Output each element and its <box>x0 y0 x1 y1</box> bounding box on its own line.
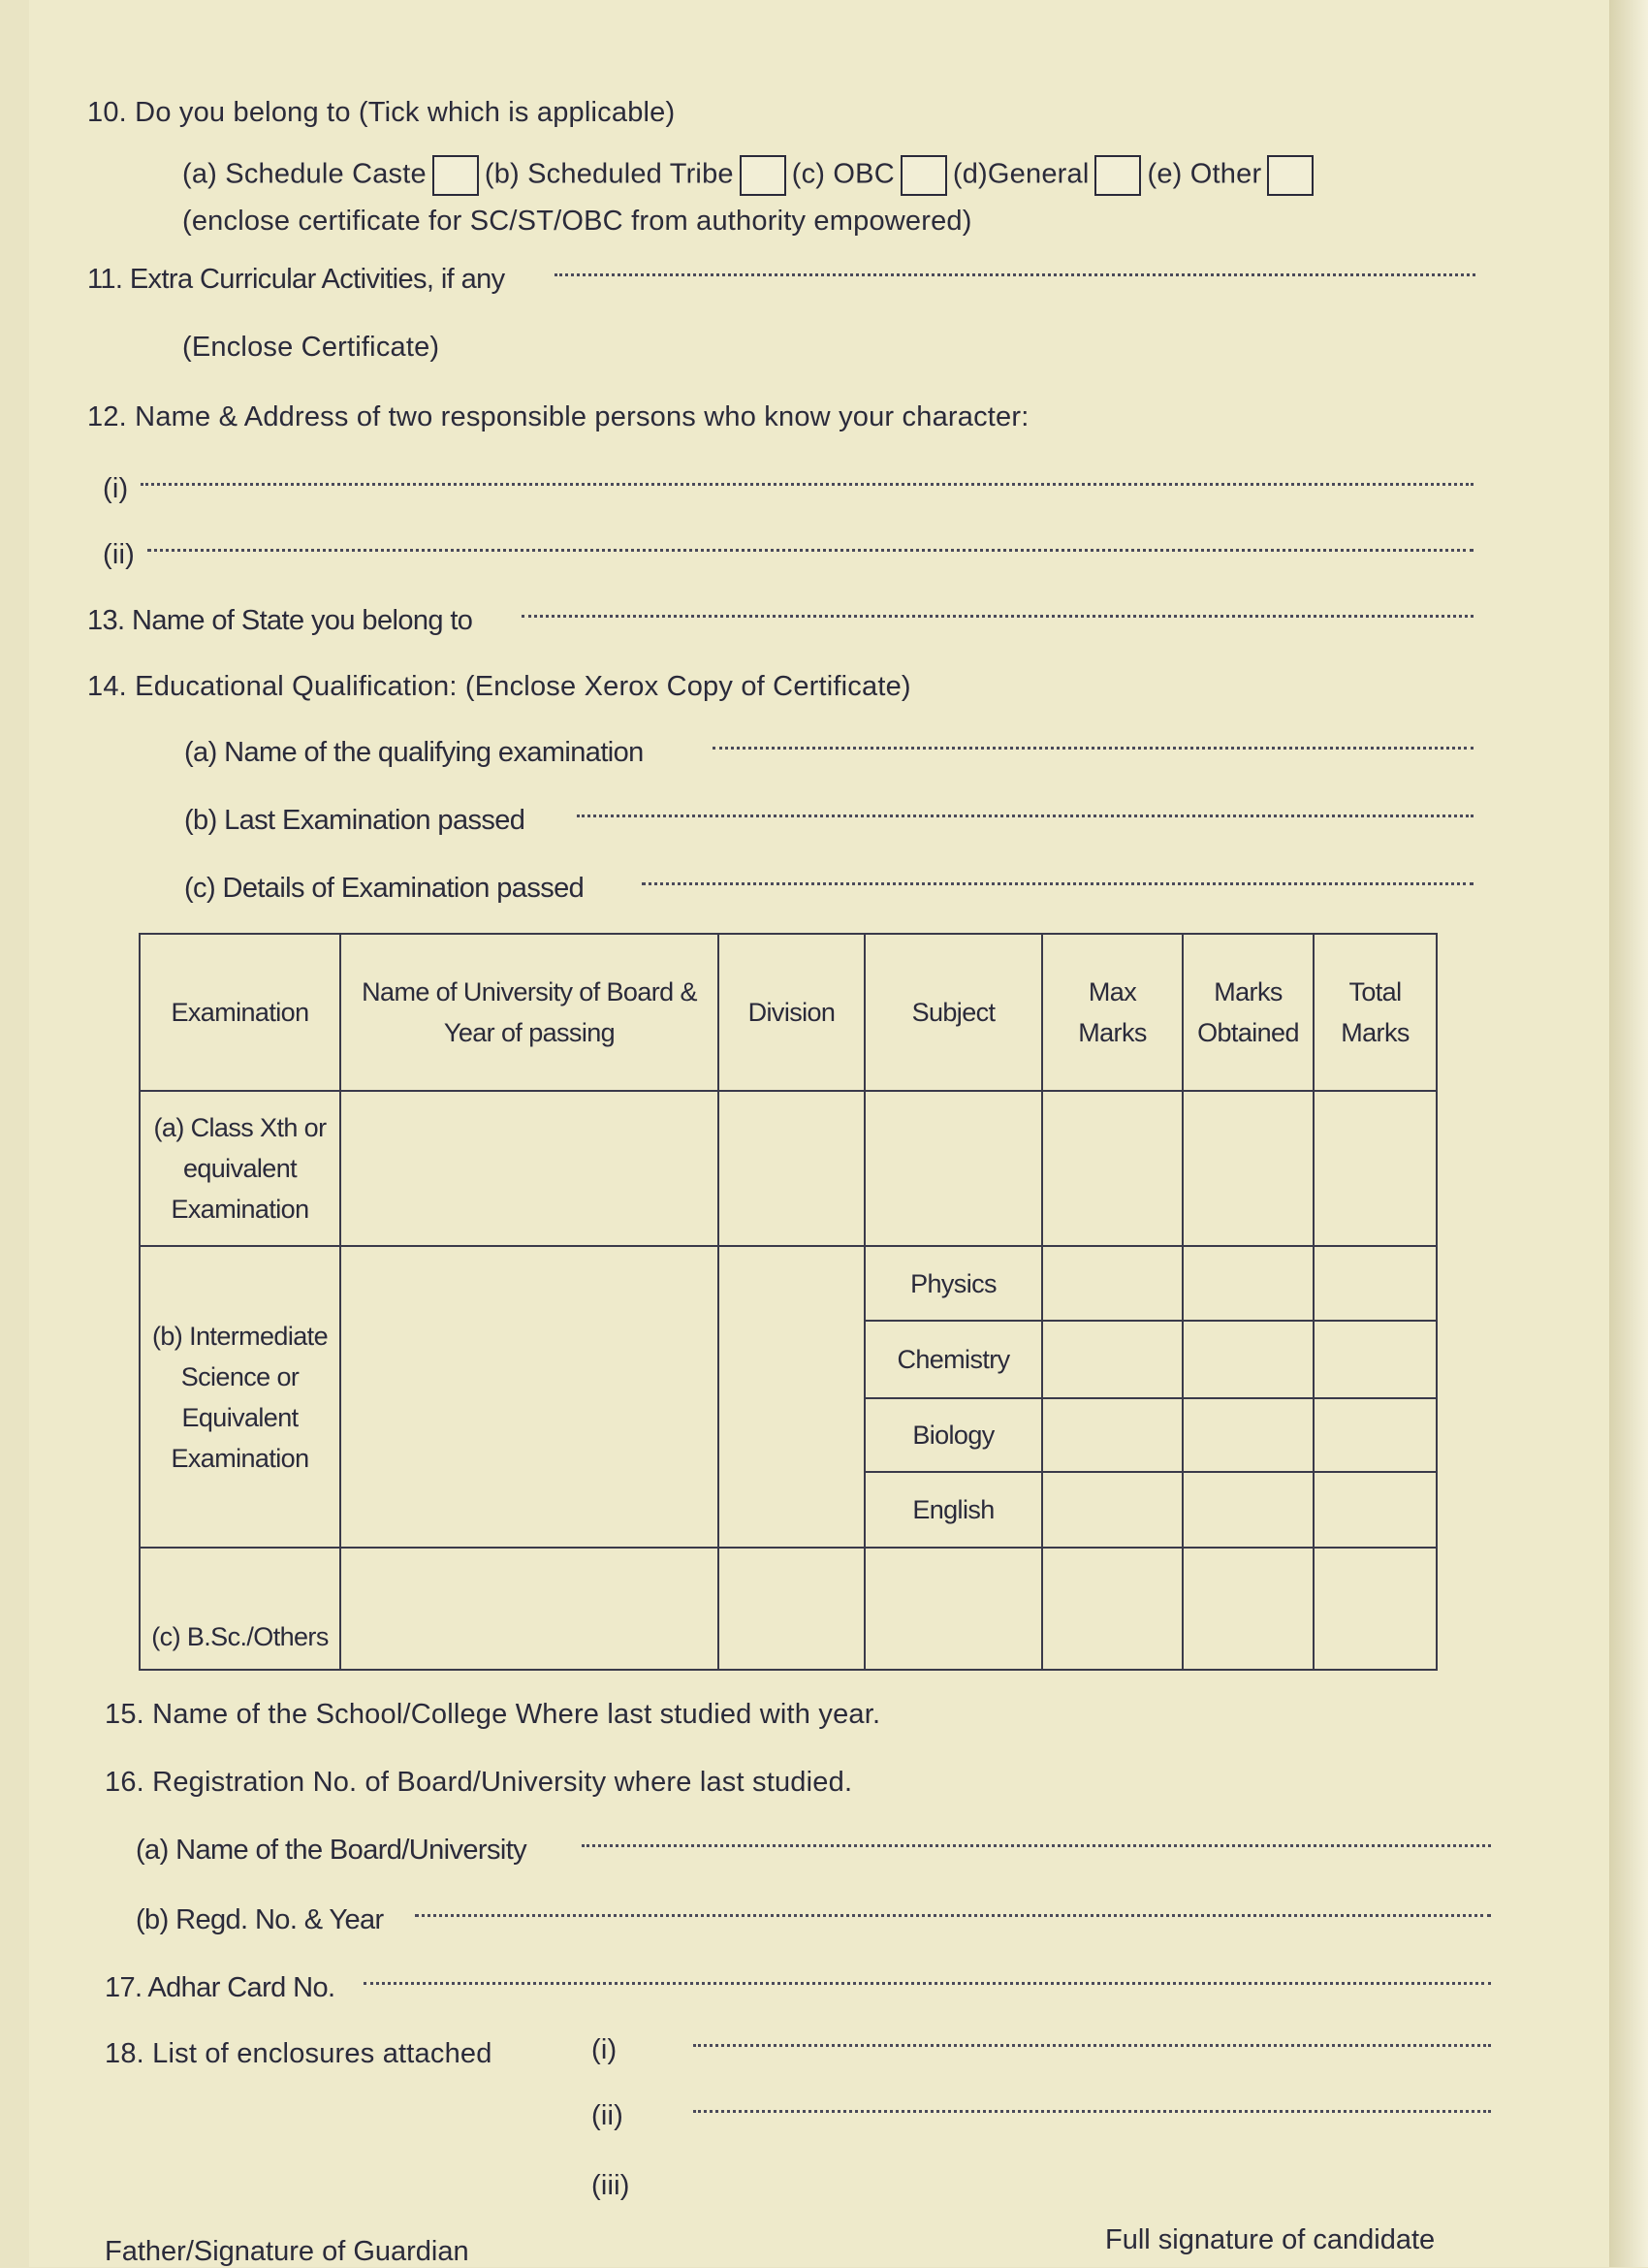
option-obc-checkbox[interactable] <box>901 155 947 196</box>
row-a-obtained-cell[interactable] <box>1183 1091 1314 1246</box>
option-other-checkbox[interactable] <box>1267 155 1314 196</box>
subject-biology: Biology <box>865 1398 1042 1472</box>
q18-ii-field[interactable] <box>693 2110 1491 2113</box>
q11-field[interactable] <box>555 273 1475 276</box>
option-general-checkbox[interactable] <box>1094 155 1141 196</box>
row-b-university-cell[interactable] <box>340 1246 718 1548</box>
physics-total-cell[interactable] <box>1314 1246 1437 1321</box>
q12-ii-field[interactable] <box>147 549 1474 552</box>
q13-field[interactable] <box>522 615 1474 618</box>
row-a-max-cell[interactable] <box>1042 1091 1183 1246</box>
physics-max-cell[interactable] <box>1042 1246 1183 1321</box>
option-st-checkbox[interactable] <box>740 155 786 196</box>
row-c-label: (c) B.Sc./Others <box>140 1548 340 1670</box>
row-a-total-cell[interactable] <box>1314 1091 1437 1246</box>
q14a-field[interactable] <box>713 747 1474 750</box>
english-total-cell[interactable] <box>1314 1472 1437 1548</box>
subject-english: English <box>865 1472 1042 1548</box>
q15-label: 15. Name of the School/College Where last studied with year. <box>105 1699 881 1730</box>
header-examination: Examination <box>140 934 340 1091</box>
q12-ii-label: (ii) <box>103 539 136 570</box>
q14b-field[interactable] <box>577 815 1474 817</box>
row-c-max-cell[interactable] <box>1042 1548 1183 1670</box>
option-general-label: (d)General <box>952 158 1090 190</box>
guardian-signature-label: Father/Signature of Guardian <box>105 2236 469 2267</box>
option-other-label: (e) Other <box>1147 158 1262 190</box>
row-c-division-cell[interactable] <box>718 1548 865 1670</box>
row-c-total-cell[interactable] <box>1314 1548 1437 1670</box>
q18-i-label: (i) <box>591 2034 618 2065</box>
q14a-label: (a) Name of the qualifying examination <box>184 737 644 768</box>
q12-i-field[interactable] <box>141 483 1474 486</box>
q14c-label: (c) Details of Examination passed <box>184 873 585 904</box>
q18-label: 18. List of enclosures attached <box>105 2038 492 2069</box>
row-c-subject-cell[interactable] <box>865 1548 1042 1670</box>
q16a-label: (a) Name of the Board/University <box>136 1835 527 1866</box>
q18-ii-label: (ii) <box>591 2100 624 2131</box>
row-c-university-cell[interactable] <box>340 1548 718 1670</box>
q13-label: 13. Name of State you belong to <box>87 605 473 636</box>
exam-details-table <box>139 933 1438 1671</box>
header-university: Name of University of Board & Year of passing <box>340 934 718 1091</box>
biology-obtained-cell[interactable] <box>1183 1398 1314 1472</box>
row-b-division-cell[interactable] <box>718 1246 865 1548</box>
header-marks-obtained: Marks Obtained <box>1183 934 1314 1091</box>
physics-obtained-cell[interactable] <box>1183 1246 1314 1321</box>
candidate-signature-label: Full signature of candidate <box>1105 2224 1436 2255</box>
q10-label: 10. Do you belong to (Tick which is applicable) <box>87 97 676 128</box>
q18-i-field[interactable] <box>693 2044 1491 2047</box>
q16b-field[interactable] <box>415 1914 1491 1917</box>
q11-label: 11. Extra Curricular Activities, if any <box>87 264 505 295</box>
q17-label: 17. Adhar Card No. <box>105 1972 335 2003</box>
chemistry-total-cell[interactable] <box>1314 1321 1437 1398</box>
biology-total-cell[interactable] <box>1314 1398 1437 1472</box>
subject-physics: Physics <box>865 1246 1042 1321</box>
option-obc-label: (c) OBC <box>791 158 895 190</box>
row-a-division-cell[interactable] <box>718 1091 865 1246</box>
q14b-label: (b) Last Examination passed <box>184 805 525 836</box>
header-max-marks: Max Marks <box>1042 934 1183 1091</box>
english-obtained-cell[interactable] <box>1183 1472 1314 1548</box>
header-subject: Subject <box>865 934 1042 1091</box>
biology-max-cell[interactable] <box>1042 1398 1183 1472</box>
option-st-label: (b) Scheduled Tribe <box>484 158 734 190</box>
q10-options <box>182 155 1319 196</box>
option-sc-label: (a) Schedule Caste <box>182 158 427 190</box>
q12-i-label: (i) <box>103 473 129 504</box>
row-b-label: (b) Intermediate Science or Equivalent Examination <box>140 1246 340 1548</box>
row-a-label: (a) Class Xth or equivalent Examination <box>140 1091 340 1246</box>
row-a-university-cell[interactable] <box>340 1091 718 1246</box>
subject-chemistry: Chemistry <box>865 1321 1042 1398</box>
table-header-row <box>140 934 1437 1091</box>
q10-note: (enclose certificate for SC/ST/OBC from authority empowered) <box>182 206 972 237</box>
row-c-obtained-cell[interactable] <box>1183 1548 1314 1670</box>
english-max-cell[interactable] <box>1042 1472 1183 1548</box>
table-row <box>140 1246 1437 1321</box>
row-a-subject-cell[interactable] <box>865 1091 1042 1246</box>
q12-label: 12. Name & Address of two responsible persons who know your character: <box>87 401 1030 432</box>
q16a-field[interactable] <box>582 1844 1491 1847</box>
q11-note: (Enclose Certificate) <box>182 332 440 363</box>
header-division: Division <box>718 934 865 1091</box>
q16-label: 16. Registration No. of Board/University where last studied. <box>105 1767 853 1798</box>
header-total-marks: Total Marks <box>1314 934 1437 1091</box>
table-row <box>140 1548 1437 1670</box>
q18-iii-label: (iii) <box>591 2170 630 2201</box>
page-edge <box>1609 0 1648 2267</box>
chemistry-max-cell[interactable] <box>1042 1321 1183 1398</box>
q17-field[interactable] <box>364 1982 1491 1985</box>
q14c-field[interactable] <box>642 882 1474 885</box>
option-sc-checkbox[interactable] <box>432 155 479 196</box>
chemistry-obtained-cell[interactable] <box>1183 1321 1314 1398</box>
table-row <box>140 1091 1437 1246</box>
q14-label: 14. Educational Qualification: (Enclose Xerox Copy of Certificate) <box>87 671 911 702</box>
q16b-label: (b) Regd. No. & Year <box>136 1904 384 1935</box>
